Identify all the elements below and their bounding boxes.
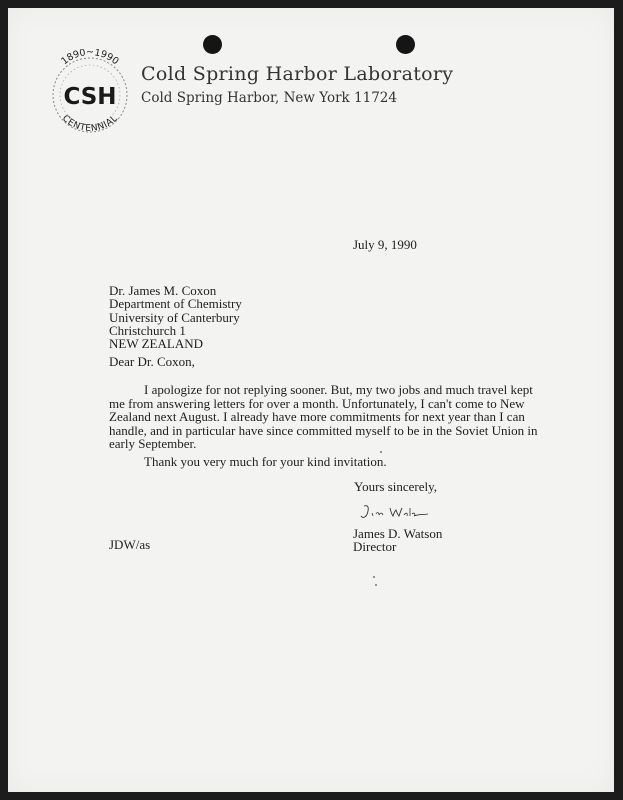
handwritten-signature	[358, 502, 432, 524]
recipient-line: Department of Chemistry	[109, 296, 242, 312]
organization-address: Cold Spring Harbor, New York 11724	[141, 90, 397, 106]
csh-centennial-logo	[40, 49, 140, 137]
organization-name: Cold Spring Harbor Laboratory	[141, 63, 454, 85]
logo-years: 1890~1990	[59, 49, 121, 68]
body-line: handle, and in particular have since committed myself to be in the Soviet Union in	[109, 422, 538, 438]
svg-text:CENTENNIAL	[60, 114, 120, 134]
punch-hole-left	[203, 35, 222, 54]
logo-ring-text: CENTENNIAL	[60, 113, 120, 134]
svg-text:1890~1990	[59, 49, 120, 67]
paper-speck	[373, 576, 375, 578]
signer-title: Director	[353, 539, 397, 555]
punch-hole-right	[396, 35, 415, 54]
salutation: Dear Dr. Coxon,	[109, 354, 195, 369]
letter-page	[8, 8, 614, 792]
recipient-line: Dr. James M. Coxon	[109, 283, 217, 298]
typist-initials: JDW/as	[109, 537, 151, 552]
body-paragraph	[109, 383, 538, 451]
recipient-line: NEW ZEALAND	[109, 336, 203, 352]
body-line: Zealand next August. I already have more commitments for next year than I can	[109, 409, 525, 425]
logo-initials: CSH	[63, 84, 117, 110]
recipient-line: Christchurch 1	[109, 322, 186, 338]
closing: Yours sincerely,	[354, 479, 438, 494]
thanks-paragraph: Thank you very much for your kind invitation.	[144, 454, 387, 469]
paper-speck	[380, 451, 382, 453]
signer-block	[353, 527, 442, 554]
paper-speck	[375, 584, 377, 586]
body-line: early September.	[109, 436, 197, 452]
body-line: I apologize for not replying sooner. But, my two jobs and much travel kept	[144, 382, 533, 397]
recipient-address	[109, 284, 242, 350]
signer-name: James D. Watson	[353, 526, 443, 541]
body-line: me from answering letters for over a month. Unfortunately, I can't come to New	[109, 395, 525, 411]
letter-date: July 9, 1990	[353, 237, 417, 252]
recipient-line: University of Canterbury	[109, 309, 240, 325]
